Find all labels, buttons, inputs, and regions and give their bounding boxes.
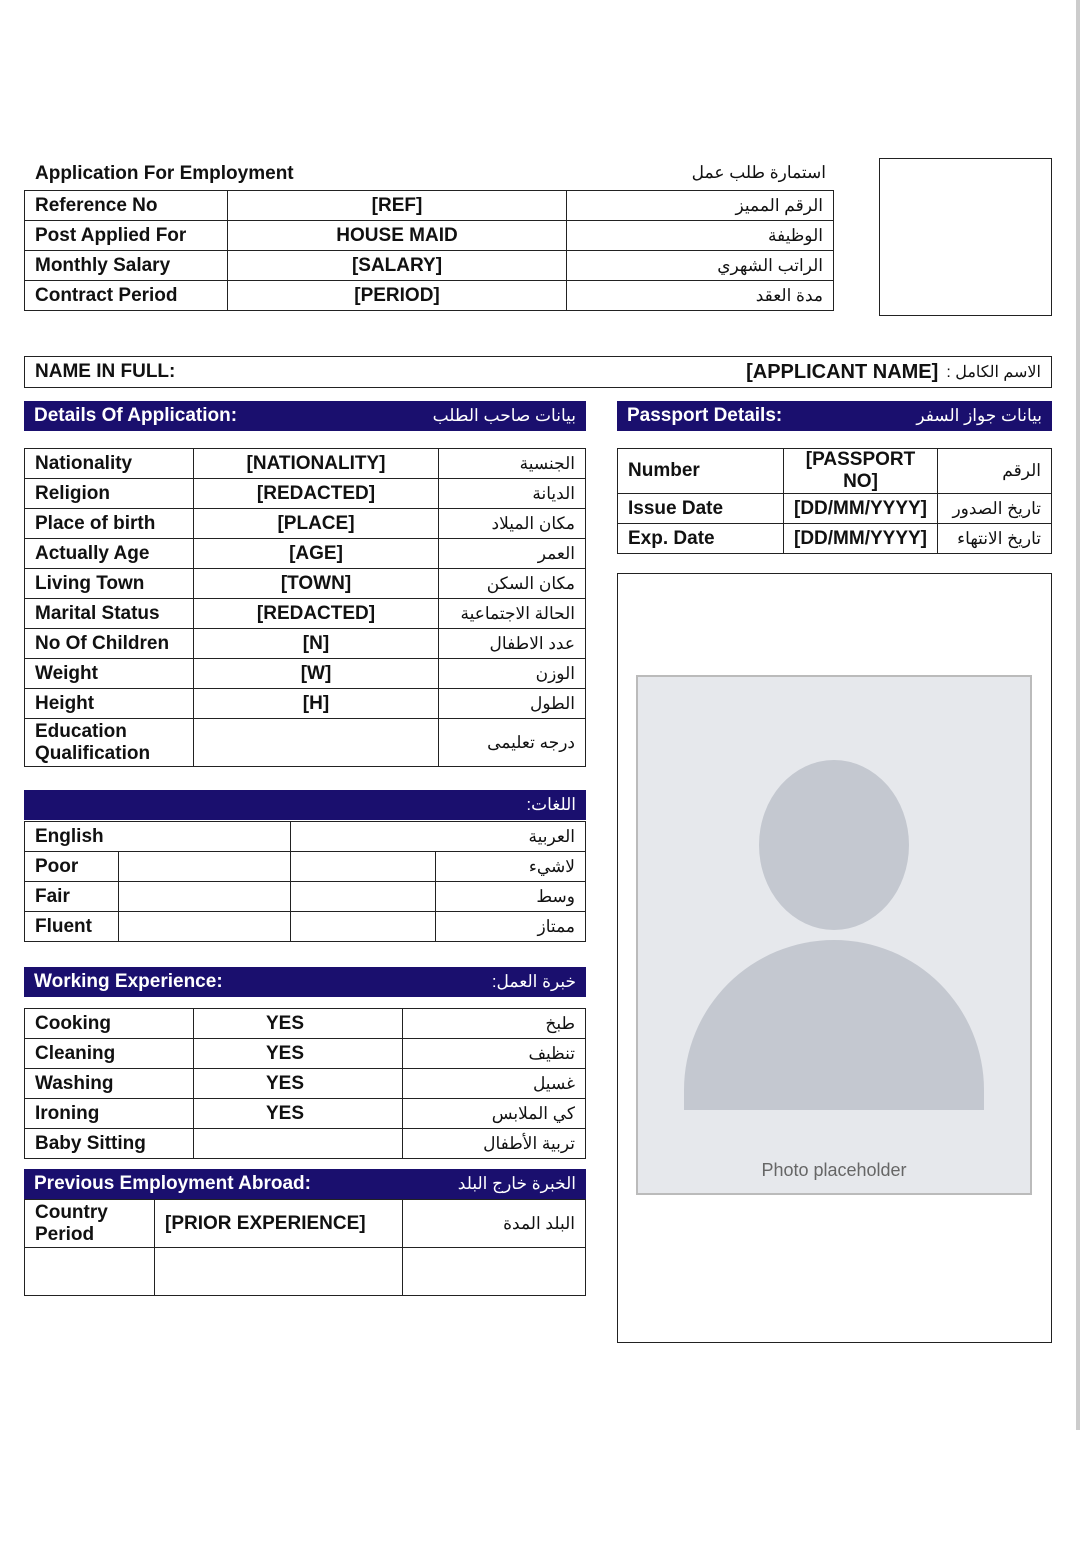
level-label-ar: وسط xyxy=(436,882,586,912)
row-label-ar: مكان الميلاد xyxy=(439,509,586,539)
row-label: Reference No xyxy=(25,191,228,221)
row-label-ar: مكان السكن xyxy=(439,569,586,599)
passport-table xyxy=(617,448,1052,554)
level-cell xyxy=(119,852,291,882)
level-label: Poor xyxy=(25,852,119,882)
level-label: Fluent xyxy=(25,912,119,942)
skill-label-ar: تنظيف xyxy=(403,1039,586,1069)
row-label-ar: الرقم المميز xyxy=(567,191,834,221)
table-row xyxy=(618,524,1052,554)
level-label-ar: ممتاز xyxy=(436,912,586,942)
details-header xyxy=(24,401,586,431)
languages-table xyxy=(24,821,586,942)
row-value: [NATIONALITY] xyxy=(194,449,439,479)
table-row xyxy=(25,599,586,629)
abroad-table xyxy=(24,1199,586,1296)
level-label: Fair xyxy=(25,882,119,912)
passport-title: Passport Details: xyxy=(627,405,783,426)
row-label-ar: تاريخ الصدور xyxy=(938,494,1052,524)
row-value: [DD/MM/YYYY] xyxy=(784,524,938,554)
name-label-ar: الاسم الكامل : xyxy=(946,364,1041,381)
skill-label: Cooking xyxy=(25,1009,194,1039)
row-label: Exp. Date xyxy=(618,524,784,554)
row-label-ar: مدة العقد xyxy=(567,281,834,311)
experience-table xyxy=(24,1008,586,1159)
row-value: [PASSPORT NO] xyxy=(784,449,938,494)
experience-header xyxy=(24,967,586,997)
table-row xyxy=(25,1129,586,1159)
skill-label-ar: طبخ xyxy=(403,1009,586,1039)
experience-title-ar: خبرة العمل: xyxy=(491,972,576,991)
language-label-ar: العربية xyxy=(291,822,586,852)
table-row xyxy=(25,221,834,251)
abroad-label-ar: البلد المدة xyxy=(403,1200,586,1248)
summary-table xyxy=(24,190,834,311)
row-label: Place of birth xyxy=(25,509,194,539)
name-row xyxy=(24,356,1052,388)
row-label-ar: الديانة xyxy=(439,479,586,509)
row-label: Education Qualification xyxy=(25,719,194,767)
abroad-value: [PRIOR EXPERIENCE] xyxy=(155,1200,403,1248)
abroad-label-ar xyxy=(403,1248,586,1296)
table-row xyxy=(25,852,586,882)
abroad-title: Previous Employment Abroad: xyxy=(34,1173,311,1194)
abroad-value xyxy=(155,1248,403,1296)
skill-label: Washing xyxy=(25,1069,194,1099)
row-label: Weight xyxy=(25,659,194,689)
row-value: [PLACE] xyxy=(194,509,439,539)
page-edge xyxy=(1076,0,1080,1430)
row-label: Religion xyxy=(25,479,194,509)
skill-value: YES xyxy=(194,1099,403,1129)
row-label-ar: الراتب الشهري xyxy=(567,251,834,281)
skill-label: Baby Sitting xyxy=(25,1129,194,1159)
table-row xyxy=(25,1200,586,1248)
row-label-ar: تاريخ الانتهاء xyxy=(938,524,1052,554)
table-row xyxy=(25,719,586,767)
row-label-ar: درجه تعليمى xyxy=(439,719,586,767)
row-label: Nationality xyxy=(25,449,194,479)
skill-label-ar: غسيل xyxy=(403,1069,586,1099)
name-label: NAME IN FULL: xyxy=(35,361,176,382)
level-cell xyxy=(119,912,291,942)
small-photo-box xyxy=(879,158,1052,316)
row-value: [REDACTED] xyxy=(194,479,439,509)
row-label: Contract Period xyxy=(25,281,228,311)
row-label-ar: الوزن xyxy=(439,659,586,689)
row-value: [N] xyxy=(194,629,439,659)
passport-title-ar: بيانات جواز السفر xyxy=(916,406,1042,425)
table-row xyxy=(618,494,1052,524)
row-label: Marital Status xyxy=(25,599,194,629)
title-ar: استمارة طلب عمل xyxy=(691,163,826,182)
table-row xyxy=(25,191,834,221)
level-cell xyxy=(291,912,436,942)
skill-value xyxy=(194,1129,403,1159)
row-value: [SALARY] xyxy=(228,251,567,281)
experience-title: Working Experience: xyxy=(34,971,223,992)
row-label-ar: الطول xyxy=(439,689,586,719)
level-cell xyxy=(291,882,436,912)
row-value: [H] xyxy=(194,689,439,719)
row-value: [TOWN] xyxy=(194,569,439,599)
skill-label: Cleaning xyxy=(25,1039,194,1069)
table-row xyxy=(25,659,586,689)
row-value: [W] xyxy=(194,659,439,689)
table-row xyxy=(25,1248,586,1296)
row-label: Issue Date xyxy=(618,494,784,524)
table-row xyxy=(25,1009,586,1039)
row-label: Post Applied For xyxy=(25,221,228,251)
table-row xyxy=(25,251,834,281)
avatar-body-icon xyxy=(684,940,984,1110)
row-value: HOUSE MAID xyxy=(228,221,567,251)
row-label: No Of Children xyxy=(25,629,194,659)
row-label-ar: الوظيفة xyxy=(567,221,834,251)
row-label-ar: الحالة الاجتماعية xyxy=(439,599,586,629)
abroad-label: Country Period xyxy=(25,1200,155,1248)
row-value: [PERIOD] xyxy=(228,281,567,311)
row-label-ar: الجنسية xyxy=(439,449,586,479)
abroad-header xyxy=(24,1169,586,1199)
skill-label-ar: تربية الأطفال xyxy=(403,1129,586,1159)
row-value: [DD/MM/YYYY] xyxy=(784,494,938,524)
row-value xyxy=(194,719,439,767)
row-value: [REF] xyxy=(228,191,567,221)
table-row xyxy=(25,1039,586,1069)
table-row xyxy=(618,449,1052,494)
row-value: [AGE] xyxy=(194,539,439,569)
row-label: Living Town xyxy=(25,569,194,599)
row-label: Actually Age xyxy=(25,539,194,569)
row-label-ar: الرقم xyxy=(938,449,1052,494)
skill-value: YES xyxy=(194,1009,403,1039)
table-row xyxy=(25,822,586,852)
table-row xyxy=(25,689,586,719)
passport-header xyxy=(617,401,1052,431)
skill-value: YES xyxy=(194,1069,403,1099)
table-row xyxy=(25,1069,586,1099)
details-table xyxy=(24,448,586,767)
table-row xyxy=(25,1099,586,1129)
level-label-ar: لاشيء xyxy=(436,852,586,882)
name-value: [APPLICANT NAME] xyxy=(746,360,939,383)
row-value: [REDACTED] xyxy=(194,599,439,629)
table-row xyxy=(25,569,586,599)
row-label-ar: عدد الاطفال xyxy=(439,629,586,659)
skill-label-ar: كي الملابس xyxy=(403,1099,586,1129)
table-row xyxy=(25,509,586,539)
title-en: Application For Employment xyxy=(35,163,294,184)
avatar-head-icon xyxy=(759,760,909,930)
applicant-photo-placeholder xyxy=(636,675,1032,1195)
languages-header xyxy=(24,790,586,820)
row-label-ar: العمر xyxy=(439,539,586,569)
table-row xyxy=(25,479,586,509)
photo-placeholder-label: Photo placeholder xyxy=(761,1160,907,1180)
table-row xyxy=(25,882,586,912)
table-row xyxy=(25,281,834,311)
table-row xyxy=(25,449,586,479)
level-cell xyxy=(119,882,291,912)
skill-value: YES xyxy=(194,1039,403,1069)
table-row xyxy=(25,539,586,569)
row-label: Monthly Salary xyxy=(25,251,228,281)
row-label: Height xyxy=(25,689,194,719)
details-title-ar: بيانات صاحب الطلب xyxy=(432,406,576,425)
languages-title-ar: اللغات: xyxy=(526,795,576,814)
skill-label: Ironing xyxy=(25,1099,194,1129)
table-row xyxy=(25,629,586,659)
row-label: Number xyxy=(618,449,784,494)
abroad-title-ar: الخبرة خارج البلد xyxy=(457,1174,576,1193)
table-row xyxy=(25,912,586,942)
abroad-label xyxy=(25,1248,155,1296)
level-cell xyxy=(291,852,436,882)
language-label: English xyxy=(25,822,291,852)
details-title: Details Of Application: xyxy=(34,405,238,426)
